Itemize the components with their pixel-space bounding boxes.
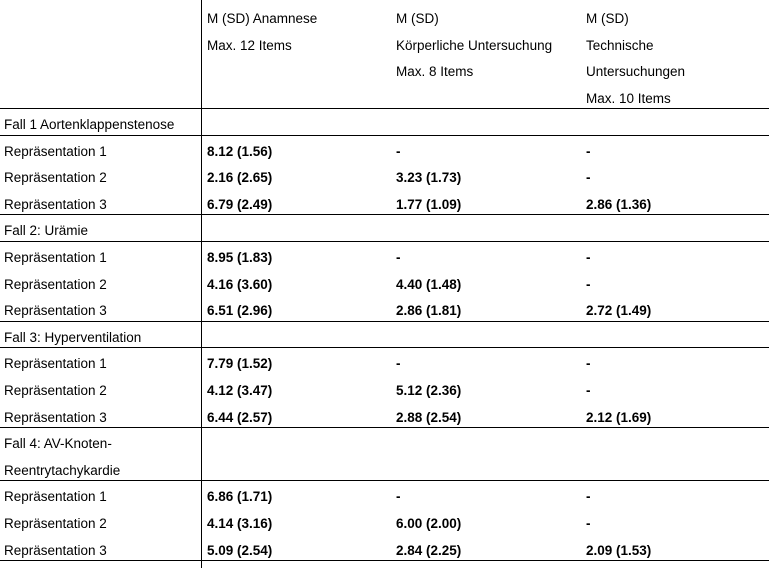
row-label: Repräsentation 2 (4, 170, 107, 186)
header-col2-line3: Max. 8 Items (396, 64, 474, 79)
group-label-divider (0, 135, 769, 136)
row-label: Repräsentation 1 (4, 250, 107, 265)
header-col1-line2: Max. 12 Items (207, 38, 292, 53)
cell-value-col1: 7.79 (1.52) (207, 356, 273, 372)
cell-value-col3: - (586, 489, 591, 505)
cell-value-col1: 4.12 (3.47) (207, 383, 273, 398)
row-label: Repräsentation 2 (4, 383, 107, 398)
group-label-divider (0, 241, 769, 242)
cell-value-col2: 4.40 (1.48) (396, 276, 462, 292)
group-label-divider (0, 347, 769, 348)
cell-value-col3: - (586, 250, 591, 265)
group-divider (0, 427, 769, 428)
cell-value-col1: 4.14 (3.16) (207, 516, 273, 531)
cell-value-col1: 4.16 (3.60) (207, 276, 273, 292)
cell-value-col2: 2.84 (2.25) (396, 542, 462, 558)
row-label: Repräsentation 3 (4, 303, 107, 319)
header-col1-line1: M (SD) Anamnese (207, 11, 318, 26)
cell-value-col3: - (586, 143, 591, 159)
cell-value-col2: - (396, 489, 401, 505)
cell-value-col1: 8.12 (1.56) (207, 143, 273, 159)
cell-value-col3: 2.86 (1.36) (586, 196, 652, 212)
cell-value-col3: 2.72 (1.49) (586, 303, 652, 319)
cell-value-col3: - (586, 516, 591, 531)
cell-value-col1: 2.16 (2.65) (207, 170, 273, 186)
cell-value-col2: 2.88 (2.54) (396, 409, 462, 425)
header-col3-line1: M (SD) (586, 11, 629, 26)
cell-value-col2: 2.86 (1.81) (396, 303, 462, 319)
cell-value-col2: - (396, 143, 401, 159)
cell-value-col3: 2.09 (1.53) (586, 542, 652, 558)
row-label: Repräsentation 1 (4, 356, 107, 372)
cell-value-col2: 1.77 (1.09) (396, 196, 462, 212)
label-column-divider (201, 0, 202, 568)
cell-value-col2: 6.00 (2.00) (396, 516, 462, 531)
cell-value-col2: - (396, 356, 401, 372)
header-col3-line2: Technische (586, 38, 654, 53)
group-divider (0, 560, 769, 561)
row-label: Repräsentation 1 (4, 489, 107, 505)
group-divider (0, 214, 769, 215)
row-label: Repräsentation 2 (4, 516, 107, 531)
cell-value-col2: - (396, 250, 401, 265)
group-label: Fall 1 Aortenklappenstenose (4, 117, 175, 132)
row-label: Repräsentation 3 (4, 409, 107, 425)
group-label: Reentrytachykardie (4, 462, 121, 478)
group-label: Fall 3: Hyperventilation (4, 329, 142, 345)
cell-value-col3: - (586, 356, 591, 372)
cell-value-col1: 6.51 (2.96) (207, 303, 273, 319)
cell-value-col3: - (586, 383, 591, 398)
cell-value-col1: 6.44 (2.57) (207, 409, 273, 425)
group-label: Fall 2: Urämie (4, 223, 89, 239)
row-label: Repräsentation 3 (4, 196, 107, 212)
cell-value-col1: 6.86 (1.71) (207, 489, 273, 505)
cell-value-col2: 5.12 (2.36) (396, 383, 462, 398)
row-label: Repräsentation 2 (4, 276, 107, 292)
group-label: Fall 4: AV-Knoten- (4, 436, 112, 452)
cell-value-col3: - (586, 170, 591, 186)
cell-value-col3: 2.12 (1.69) (586, 409, 652, 425)
group-divider (0, 321, 769, 322)
cell-value-col1: 5.09 (2.54) (207, 542, 273, 558)
cell-value-col3: - (586, 276, 591, 292)
cell-value-col2: 3.23 (1.73) (396, 170, 462, 186)
row-label: Repräsentation 3 (4, 542, 107, 558)
header-col3-line4: Max. 10 Items (586, 91, 671, 106)
header-col2-line1: M (SD) (396, 11, 439, 26)
row-label: Repräsentation 1 (4, 143, 107, 159)
group-label-divider (0, 480, 769, 481)
cell-value-col1: 6.79 (2.49) (207, 196, 273, 212)
cell-value-col1: 8.95 (1.83) (207, 250, 273, 265)
header-divider (0, 108, 769, 109)
header-col3-line3: Untersuchungen (586, 64, 686, 79)
header-col2-line2: Körperliche Untersuchung (396, 38, 553, 53)
